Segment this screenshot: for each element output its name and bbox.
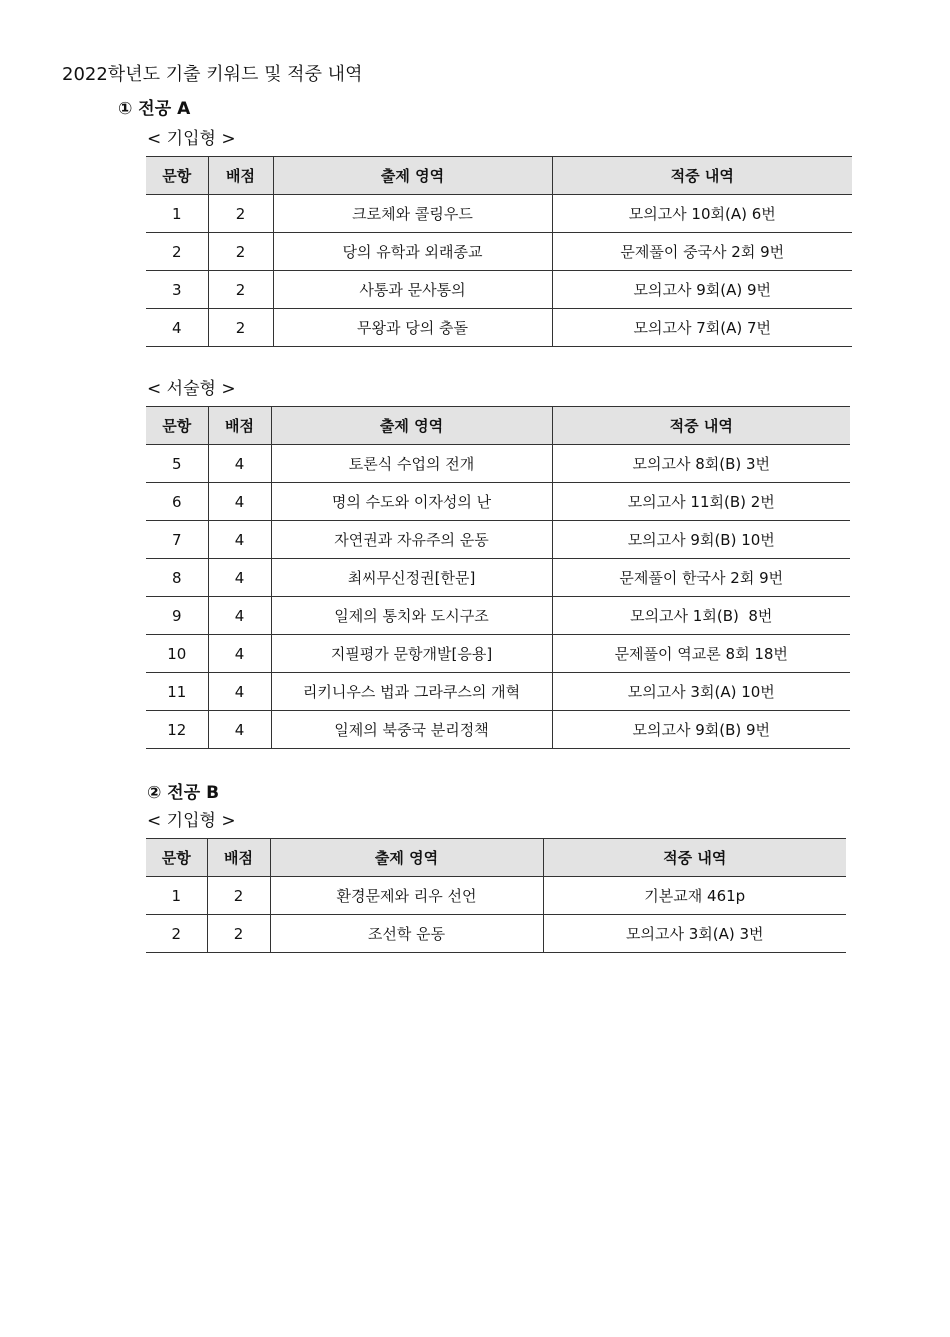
document-title: 2022학년도 기출 키워드 및 적중 내역 xyxy=(62,64,363,85)
column-header-area: 출제 영역 xyxy=(271,407,552,445)
cell-hit: 모의고사 11회(B) 2번 xyxy=(552,483,850,521)
cell-number: 5 xyxy=(146,445,208,483)
table-row xyxy=(146,673,850,711)
column-header-hit: 적중 내역 xyxy=(552,407,850,445)
cell-points: 2 xyxy=(208,233,273,271)
cell-number: 1 xyxy=(146,195,208,233)
column-header-number: 문항 xyxy=(146,839,207,877)
cell-area: 토론식 수업의 전개 xyxy=(271,445,552,483)
column-header-number: 문항 xyxy=(146,157,208,195)
table-row xyxy=(146,233,852,271)
cell-number: 8 xyxy=(146,559,208,597)
cell-hit: 모의고사 9회(A) 9번 xyxy=(552,271,852,309)
cell-points: 4 xyxy=(208,673,271,711)
cell-area: 자연권과 자유주의 운동 xyxy=(271,521,552,559)
column-header-area: 출제 영역 xyxy=(270,839,543,877)
cell-points: 2 xyxy=(208,271,273,309)
table-row xyxy=(146,271,852,309)
column-header-hit: 적중 내역 xyxy=(552,157,852,195)
cell-points: 4 xyxy=(208,445,271,483)
column-header-area: 출제 영역 xyxy=(273,157,552,195)
cell-area: 일제의 북중국 분리정책 xyxy=(271,711,552,749)
cell-area: 당의 유학과 외래종교 xyxy=(273,233,552,271)
cell-number: 9 xyxy=(146,597,208,635)
section-a-fill-in-table xyxy=(146,156,852,347)
cell-area: 무왕과 당의 충돌 xyxy=(273,309,552,347)
cell-area: 최씨무신정권[한문] xyxy=(271,559,552,597)
cell-number: 2 xyxy=(146,915,207,953)
cell-points: 2 xyxy=(208,309,273,347)
cell-points: 2 xyxy=(208,195,273,233)
cell-number: 11 xyxy=(146,673,208,711)
cell-number: 6 xyxy=(146,483,208,521)
cell-hit: 모의고사 3회(A) 3번 xyxy=(543,915,846,953)
table-row xyxy=(146,915,846,953)
column-header-points: 배점 xyxy=(208,157,273,195)
table-header-row xyxy=(146,839,846,877)
table-row xyxy=(146,445,850,483)
table-header-row xyxy=(146,157,852,195)
cell-number: 1 xyxy=(146,877,207,915)
section-a-heading: ① 전공 A xyxy=(118,99,191,119)
cell-area: 조선학 운동 xyxy=(270,915,543,953)
section-b-heading: ② 전공 B xyxy=(147,783,220,803)
cell-points: 4 xyxy=(208,521,271,559)
cell-number: 10 xyxy=(146,635,208,673)
cell-points: 4 xyxy=(208,635,271,673)
table-row xyxy=(146,559,850,597)
column-header-points: 배점 xyxy=(207,839,270,877)
table-row xyxy=(146,597,850,635)
section-b-fill-in-label: < 기입형 > xyxy=(147,811,236,831)
cell-area: 리키니우스 법과 그라쿠스의 개혁 xyxy=(271,673,552,711)
cell-points: 4 xyxy=(208,483,271,521)
section-a-descriptive-table xyxy=(146,406,850,749)
column-header-number: 문항 xyxy=(146,407,208,445)
table-row xyxy=(146,521,850,559)
cell-area: 지필평가 문항개발[응용] xyxy=(271,635,552,673)
cell-hit: 기본교재 461p xyxy=(543,877,846,915)
section-a-descriptive-label: < 서술형 > xyxy=(147,379,236,399)
cell-number: 2 xyxy=(146,233,208,271)
section-b-fill-in-table xyxy=(146,838,846,953)
column-header-hit: 적중 내역 xyxy=(543,839,846,877)
table-row xyxy=(146,309,852,347)
section-a-fill-in-label: < 기입형 > xyxy=(147,129,236,149)
table-row xyxy=(146,711,850,749)
cell-number: 7 xyxy=(146,521,208,559)
cell-number: 12 xyxy=(146,711,208,749)
cell-area: 환경문제와 리우 선언 xyxy=(270,877,543,915)
cell-area: 사통과 문사통의 xyxy=(273,271,552,309)
cell-number: 3 xyxy=(146,271,208,309)
cell-points: 4 xyxy=(208,711,271,749)
cell-area: 명의 수도와 이자성의 난 xyxy=(271,483,552,521)
table-row xyxy=(146,877,846,915)
table-row xyxy=(146,195,852,233)
cell-points: 4 xyxy=(208,559,271,597)
table-row xyxy=(146,635,850,673)
cell-area: 크로체와 콜링우드 xyxy=(273,195,552,233)
cell-points: 2 xyxy=(207,915,270,953)
cell-hit: 모의고사 3회(A) 10번 xyxy=(552,673,850,711)
cell-hit: 문제풀이 한국사 2회 9번 xyxy=(552,559,850,597)
cell-hit: 모의고사 9회(B) 10번 xyxy=(552,521,850,559)
column-header-points: 배점 xyxy=(208,407,271,445)
cell-area: 일제의 통치와 도시구조 xyxy=(271,597,552,635)
cell-hit: 모의고사 8회(B) 3번 xyxy=(552,445,850,483)
cell-points: 2 xyxy=(207,877,270,915)
cell-points: 4 xyxy=(208,597,271,635)
cell-hit: 모의고사 9회(B) 9번 xyxy=(552,711,850,749)
table-header-row xyxy=(146,407,850,445)
table-row xyxy=(146,483,850,521)
cell-hit: 모의고사 10회(A) 6번 xyxy=(552,195,852,233)
cell-number: 4 xyxy=(146,309,208,347)
cell-hit: 모의고사 7회(A) 7번 xyxy=(552,309,852,347)
cell-hit: 문제풀이 역교론 8회 18번 xyxy=(552,635,850,673)
cell-hit: 모의고사 1회(B) 8번 xyxy=(552,597,850,635)
cell-hit: 문제풀이 중국사 2회 9번 xyxy=(552,233,852,271)
